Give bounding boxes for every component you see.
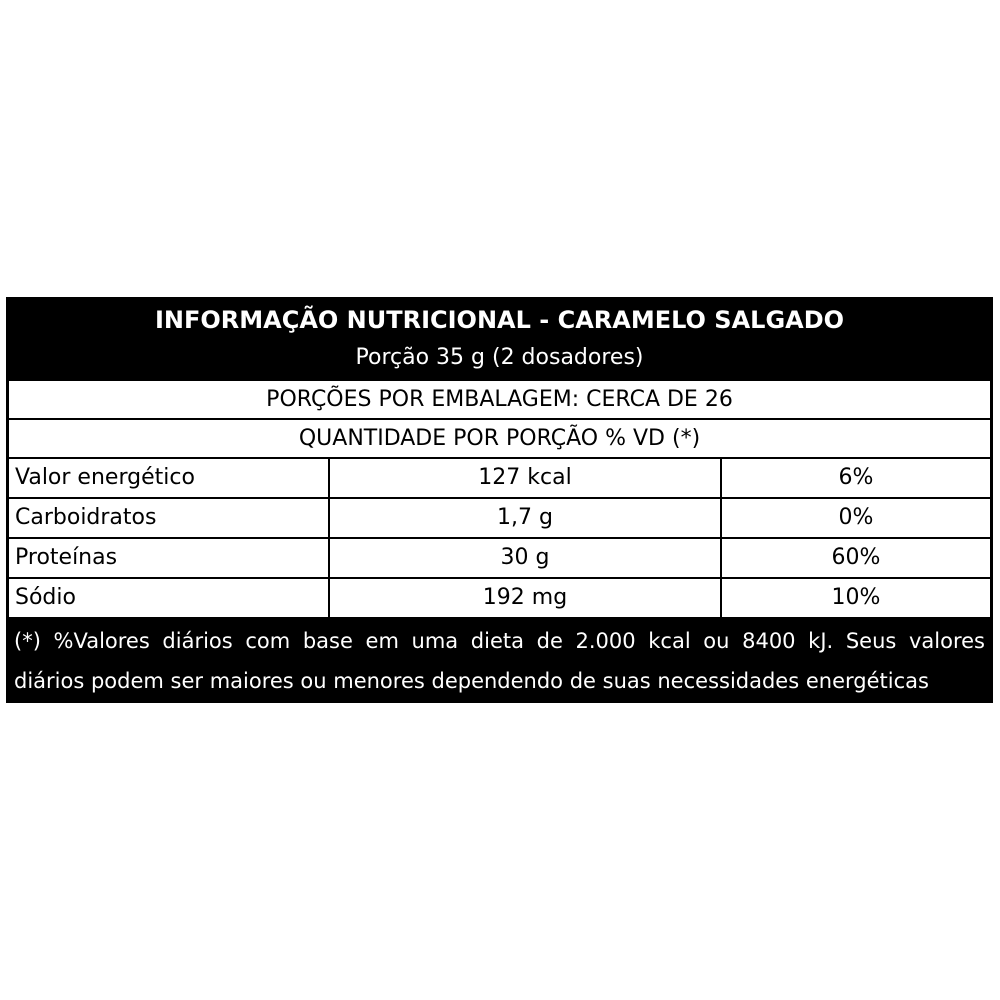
nutrient-dv: 0%: [838, 505, 874, 530]
nutrient-dv: 10%: [831, 585, 881, 610]
nutrient-amount-cell: [330, 539, 720, 577]
nutrient-name-cell: [9, 459, 328, 497]
nutrient-dv-cell: [722, 539, 990, 577]
nutrient-dv: 60%: [831, 545, 881, 570]
nutrient-name-cell: [9, 499, 328, 537]
nutrient-dv-cell: [722, 459, 990, 497]
portions-per-package-row: [9, 381, 990, 418]
nutrient-amount-cell: [330, 499, 720, 537]
label-header: [6, 297, 993, 380]
nutrient-amount-cell: [330, 579, 720, 617]
quantity-header-row: [9, 420, 990, 457]
portions-per-package: PORÇÕES POR EMBALAGEM: CERCA DE 26: [266, 386, 733, 412]
nutrient-amount-cell: [330, 459, 720, 497]
nutrient-dv-cell: [722, 499, 990, 537]
nutrient-amount: 30 g: [500, 545, 550, 570]
nutrition-facts-table: [6, 297, 993, 703]
quantity-header: QUANTIDADE POR PORÇÃO % VD (*): [298, 425, 701, 451]
serving-size: Porção 35 g (2 dosadores): [355, 345, 644, 370]
nutrient-name-cell: [9, 539, 328, 577]
nutrient-amount: 1,7 g: [497, 505, 553, 530]
label-title: INFORMAÇÃO NUTRICIONAL - CARAMELO SALGADO: [154, 306, 845, 334]
nutrient-name: Valor energético: [15, 465, 195, 490]
nutrient-name: Sódio: [15, 585, 76, 610]
nutrient-dv-cell: [722, 579, 990, 617]
footnote-line: (*) %Valores diários com base em uma dieta de 2.000 kcal ou 8400 kJ. Seus valores: [14, 629, 985, 653]
nutrient-dv: 6%: [838, 465, 874, 490]
nutrient-amount: 127 kcal: [478, 465, 572, 490]
nutrient-name-cell: [9, 579, 328, 617]
nutrient-name: Carboidratos: [15, 505, 157, 530]
nutrient-amount: 192 mg: [482, 585, 568, 610]
nutrient-name: Proteínas: [15, 545, 118, 570]
daily-value-footnote: [6, 619, 993, 703]
footnote-line: diários podem ser maiores ou menores dependendo de suas necessidades energéticas: [14, 669, 929, 693]
